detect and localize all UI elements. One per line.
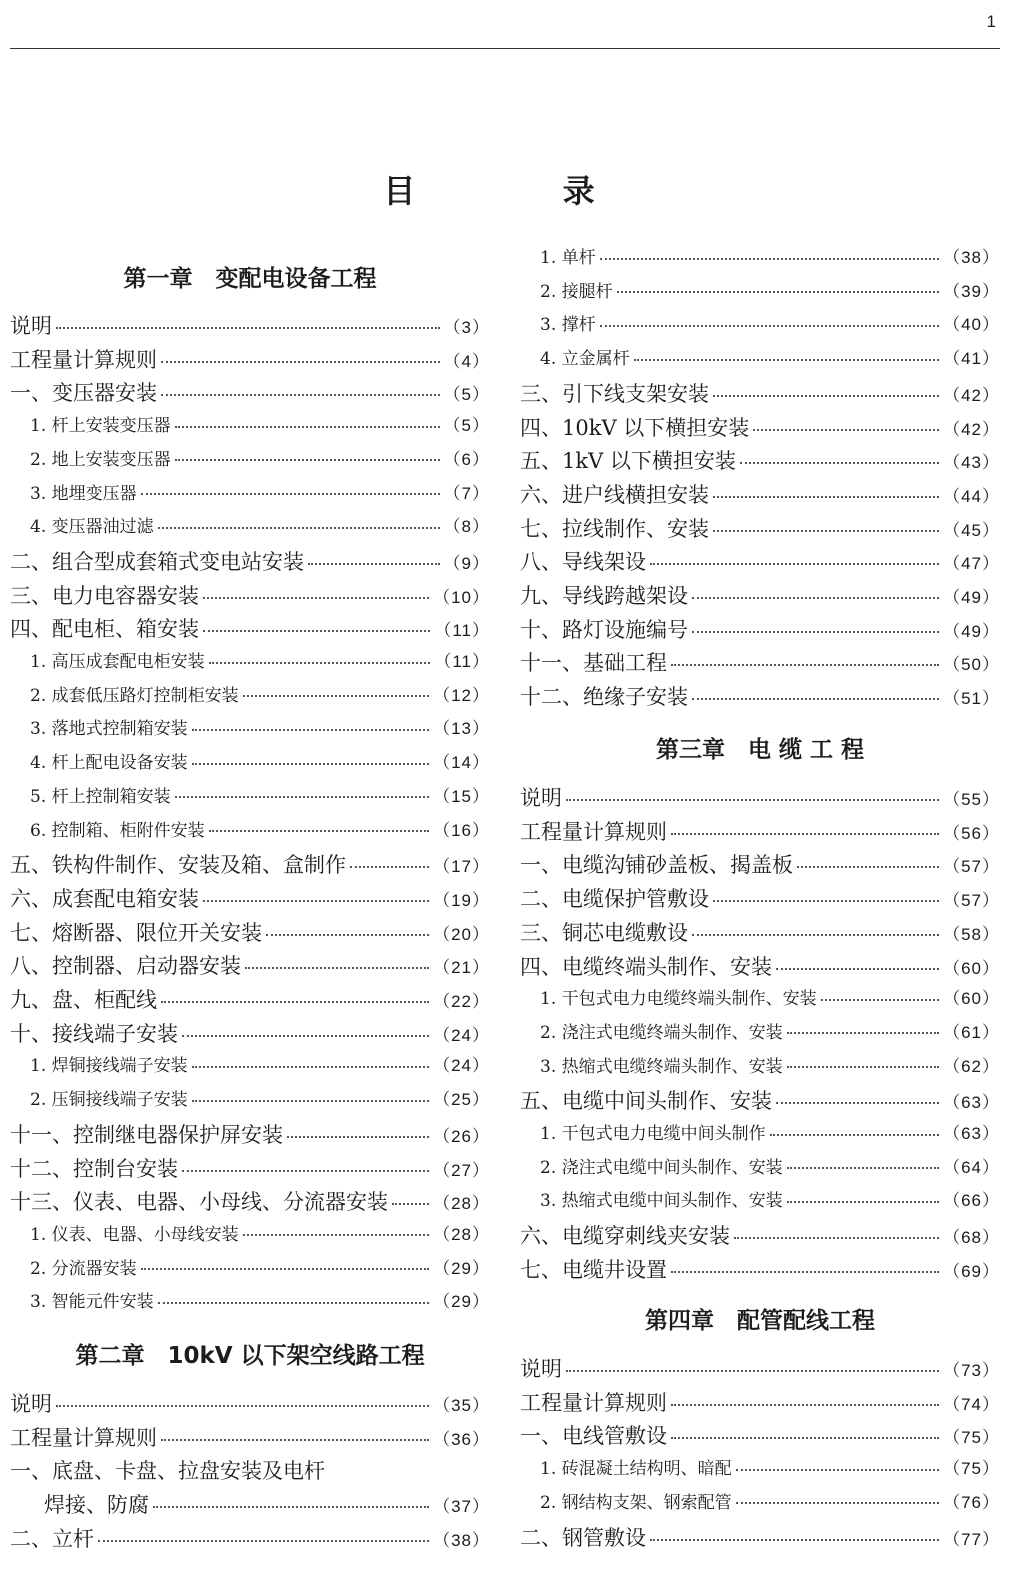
toc-entry-page: （8） [443, 517, 490, 537]
toc-entry[interactable] [520, 647, 1000, 677]
toc-entry-page: （36） [433, 1429, 490, 1449]
toc-entry[interactable] [520, 1254, 1000, 1284]
toc-entry[interactable] [10, 1018, 490, 1048]
toc-entry-label: 1. 砖混凝土结构明、暗配 [540, 1459, 732, 1480]
toc-entry[interactable] [520, 546, 1000, 576]
toc-entry[interactable] [540, 1186, 1000, 1211]
dot-leader [692, 597, 939, 599]
toc-entry-page: （40） [943, 315, 1000, 335]
dot-leader [203, 630, 430, 632]
toc-entry[interactable] [10, 580, 490, 610]
dot-leader [671, 833, 939, 835]
toc-entry-page: （12） [433, 685, 490, 705]
dot-leader [161, 394, 440, 396]
toc-entry[interactable] [10, 1153, 490, 1183]
toc-entry-label: 2. 地上安装变压器 [30, 449, 171, 470]
toc-entry-page: （9） [443, 553, 490, 573]
toc-entry-label: 3. 热缩式电缆中间头制作、安装 [540, 1191, 783, 1212]
dot-leader [770, 1134, 939, 1136]
toc-entry[interactable] [520, 1353, 1000, 1383]
toc-entry-label: 4. 杆上配电设备安装 [30, 753, 188, 774]
toc-entry[interactable] [540, 1488, 1000, 1513]
toc-entry[interactable] [520, 917, 1000, 947]
toc-entry-label: 焊接、防腐 [44, 1493, 149, 1518]
dot-leader [713, 900, 939, 902]
toc-entry-label: 九、导线跨越架设 [520, 584, 688, 608]
toc-entry[interactable] [540, 344, 1000, 369]
toc-entry-page: （28） [433, 1224, 490, 1244]
toc-entry[interactable] [520, 513, 1000, 543]
toc-entry-page: （7） [443, 483, 490, 503]
toc-entry[interactable] [30, 445, 490, 470]
toc-entry-page: （51） [943, 689, 1000, 709]
toc-entry-label: 2. 压铜接线端子安装 [30, 1090, 188, 1111]
toc-entry[interactable] [520, 1387, 1000, 1417]
dot-leader [692, 631, 939, 633]
toc-entry-page: （39） [943, 281, 1000, 301]
toc-entry[interactable] [10, 546, 490, 576]
toc-entry[interactable] [540, 984, 1000, 1009]
toc-entry-label: 工程量计算规则 [10, 347, 157, 372]
toc-entry[interactable] [10, 344, 490, 374]
dot-leader [787, 1167, 939, 1169]
toc-entry-page: （26） [433, 1126, 490, 1146]
toc-entry[interactable] [520, 378, 1000, 408]
dot-leader [161, 361, 440, 363]
toc-entry-label: 四、配电柜、箱安装 [10, 617, 199, 642]
toc-entry[interactable] [520, 849, 1000, 879]
toc-entry-label: 二、钢管敷设 [520, 1525, 646, 1550]
toc-entry[interactable] [520, 782, 1000, 812]
toc-entry-page: （47） [943, 554, 1000, 574]
toc-entry-label: 九、盘、柜配线 [10, 988, 157, 1012]
toc-entry-label: 二、立杆 [10, 1526, 94, 1551]
toc-entry[interactable] [520, 479, 1000, 509]
dot-leader [797, 866, 939, 868]
dot-leader [350, 866, 429, 868]
toc-entry-label: 1. 高压成套配电柜安装 [30, 652, 205, 672]
toc-entry-page: （57） [943, 891, 1000, 911]
toc-entry-label: 十一、基础工程 [520, 651, 667, 676]
toc-entry-label: 说明 [520, 786, 562, 810]
toc-entry-page: （61） [943, 1022, 1000, 1042]
toc-entry-page: （74） [943, 1394, 1000, 1414]
toc-entry[interactable] [30, 714, 490, 739]
toc-entry[interactable] [30, 479, 490, 504]
toc-entry[interactable] [30, 1287, 490, 1312]
toc-entry-page: （56） [943, 823, 1000, 843]
toc-entry[interactable] [540, 1119, 1000, 1144]
toc-entry-page: （38） [943, 248, 1000, 267]
toc-entry-label: 3. 地埋变压器 [30, 483, 137, 504]
toc-entry-page: （24） [433, 1056, 490, 1076]
dot-leader [243, 1234, 429, 1236]
toc-entry[interactable] [520, 1085, 1000, 1115]
toc-entry-page: （14） [433, 753, 490, 773]
dot-leader [182, 1035, 429, 1037]
dot-leader [203, 900, 429, 902]
dot-leader [713, 395, 939, 397]
dot-leader [736, 1502, 939, 1504]
toc-entry[interactable] [520, 1522, 1000, 1552]
dot-leader [287, 1136, 429, 1138]
dot-leader [776, 968, 939, 970]
toc-entry[interactable] [10, 1523, 490, 1553]
toc-entry-page: （75） [943, 1459, 1000, 1479]
dot-leader [192, 763, 429, 765]
dot-leader [776, 1102, 939, 1104]
toc-entry[interactable] [30, 411, 490, 436]
dot-leader [161, 1001, 429, 1003]
toc-entry-label: 2. 成套低压路灯控制柜安装 [30, 685, 239, 706]
toc-entry[interactable] [30, 1254, 490, 1279]
dot-leader [821, 999, 939, 1001]
toc-entry[interactable] [520, 614, 1000, 644]
dot-leader [243, 695, 429, 697]
toc-entry-page: （58） [943, 924, 1000, 944]
dot-leader [266, 934, 429, 936]
dot-leader [713, 530, 939, 532]
toc-entry[interactable] [10, 310, 490, 340]
toc-entry-page: （21） [433, 958, 490, 978]
toc-entry-label: 一、电缆沟铺砂盖板、揭盖板 [520, 853, 793, 878]
toc-entry-page: （37） [433, 1497, 490, 1517]
toc-entry[interactable] [520, 445, 1000, 475]
toc-entry-page: （55） [943, 790, 1000, 809]
dot-leader [753, 429, 939, 431]
toc-entry[interactable] [10, 950, 490, 980]
toc-entry-label: 4. 立金属杆 [540, 349, 630, 370]
dot-leader [787, 1201, 939, 1203]
dot-leader [175, 459, 440, 461]
toc-entry-label: 2. 分流器安装 [30, 1258, 137, 1279]
chapter-heading: 第一章 变配电设备工程 [123, 266, 377, 292]
toc-entry-label: 1. 焊铜接线端子安装 [30, 1056, 188, 1077]
dot-leader [650, 563, 939, 565]
dot-leader [182, 1170, 429, 1172]
toc-entry[interactable] [540, 243, 1000, 268]
toc-entry-label: 八、导线架设 [520, 550, 646, 575]
toc-entry[interactable] [10, 883, 490, 913]
toc-entry-label: 四、10kV 以下横担安装 [520, 415, 750, 440]
toc-entry[interactable] [520, 883, 1000, 913]
dot-leader [671, 1404, 939, 1406]
dot-leader [692, 934, 939, 936]
dot-leader [56, 1405, 429, 1407]
dot-leader [209, 662, 431, 664]
dot-leader [192, 1066, 429, 1068]
toc-entry-page: （60） [943, 989, 1000, 1009]
dot-leader [736, 1469, 939, 1471]
toc-entry[interactable] [540, 277, 1000, 302]
chapter-heading: 第二章 10kV 以下架空线路工程 [75, 1343, 425, 1369]
toc-entry-label: 1. 干包式电力电缆中间头制作 [540, 1124, 766, 1144]
dot-leader [209, 830, 429, 832]
toc-entry-page: （49） [943, 588, 1000, 607]
toc-entry-page: （43） [943, 453, 1000, 473]
toc-entry[interactable] [30, 647, 490, 672]
toc-entry-label[interactable]: 一、底盘、卡盘、拉盘安装及电杆 [10, 1459, 325, 1484]
toc-entry[interactable] [520, 816, 1000, 846]
toc-entry[interactable] [10, 1388, 490, 1418]
toc-entry-label: 2. 浇注式电缆中间头制作、安装 [540, 1157, 783, 1178]
toc-entry[interactable] [30, 681, 490, 706]
toc-entry-label: 六、电缆穿刺线夹安装 [520, 1224, 730, 1249]
page-title: 目 录 [383, 172, 663, 210]
toc-entry[interactable] [30, 512, 490, 537]
dot-leader [650, 1539, 939, 1541]
toc-entry-page: （63） [943, 1093, 1000, 1113]
toc-entry-page: （6） [443, 449, 490, 469]
dot-leader [192, 1100, 429, 1102]
toc-entry-label: 六、进户线横担安装 [520, 482, 709, 507]
toc-entry-page: （42） [943, 419, 1000, 439]
toc-entry[interactable] [10, 1422, 490, 1452]
toc-entry-page: （57） [943, 857, 1000, 877]
toc-entry-label: 七、电缆井设置 [520, 1257, 667, 1282]
toc-entry[interactable] [520, 1420, 1000, 1450]
toc-entry-label: 三、铜芯电缆敷设 [520, 920, 688, 945]
toc-entry[interactable] [10, 984, 490, 1014]
toc-entry-page: （11） [434, 652, 490, 671]
toc-entry-page: （69） [943, 1261, 1000, 1281]
toc-entry-page: （41） [943, 349, 1000, 369]
toc-entry[interactable] [520, 951, 1000, 981]
dot-leader [175, 796, 429, 798]
toc-entry-page: （62） [943, 1056, 1000, 1076]
toc-entry-page: （10） [433, 587, 490, 607]
toc-entry-label: 三、电力电容器安装 [10, 583, 199, 608]
header-rule [10, 48, 1000, 49]
toc-entry-label: 五、电缆中间头制作、安装 [520, 1089, 772, 1114]
toc-entry-page: （44） [943, 486, 1000, 506]
toc-entry-label: 八、控制器、启动器安装 [10, 954, 241, 979]
toc-entry[interactable] [520, 580, 1000, 610]
dot-leader [617, 291, 939, 293]
dot-leader [153, 1506, 429, 1508]
toc-entry-label: 十二、绝缘子安装 [520, 685, 688, 710]
toc-entry[interactable] [10, 849, 490, 879]
toc-entry-page: （42） [943, 385, 1000, 405]
toc-entry-page: （19） [433, 890, 490, 910]
toc-entry-label: 五、铁构件制作、安装及箱、盒制作 [10, 853, 346, 878]
toc-entry-label: 五、1kV 以下横担安装 [520, 449, 736, 474]
toc-entry-page: （13） [433, 719, 490, 739]
toc-entry-label: 十一、控制继电器保护屏安装 [10, 1122, 283, 1147]
toc-entry-page: （38） [433, 1530, 490, 1550]
toc-entry-label: 说明 [10, 1392, 52, 1416]
toc-entry-label: 1. 杆上安装变压器 [30, 416, 171, 437]
toc-entry-label: 1. 单杆 [540, 248, 596, 268]
toc-entry-label: 2. 浇注式电缆终端头制作、安装 [540, 1022, 783, 1043]
dot-leader [141, 1268, 429, 1270]
toc-entry-page: （75） [943, 1428, 1000, 1448]
toc-entry[interactable] [540, 1018, 1000, 1043]
toc-entry-label: 七、拉线制作、安装 [520, 516, 709, 541]
toc-entry-label: 三、引下线支架安装 [520, 381, 709, 406]
dot-leader [671, 1437, 939, 1439]
toc-entry-page: （64） [943, 1157, 1000, 1177]
toc-entry-page: （49） [943, 621, 1000, 641]
dot-leader [671, 664, 939, 666]
toc-entry-page: （63） [943, 1124, 1000, 1143]
toc-entry[interactable] [10, 613, 490, 643]
dot-leader [141, 493, 440, 495]
dot-leader [98, 1540, 429, 1542]
toc-entry-label: 四、电缆终端头制作、安装 [520, 954, 772, 979]
dot-leader [175, 426, 440, 428]
toc-entry-page: （24） [433, 1025, 490, 1045]
dot-leader [192, 729, 429, 731]
dot-leader [787, 1032, 939, 1034]
toc-entry-page: （16） [433, 820, 490, 840]
toc-entry[interactable] [540, 310, 1000, 335]
toc-entry[interactable] [10, 1186, 490, 1216]
toc-entry-label: 一、电线管敷设 [520, 1424, 667, 1449]
toc-entry-page: （5） [443, 416, 490, 436]
toc-entry-page: （3） [443, 318, 490, 337]
toc-entry-page: （68） [943, 1228, 1000, 1248]
toc-entry[interactable] [520, 412, 1000, 442]
toc-entry-label: 说明 [520, 1357, 562, 1381]
toc-entry[interactable] [10, 1119, 490, 1149]
toc-entry-label: 工程量计算规则 [520, 1390, 667, 1415]
toc-entry[interactable] [540, 1052, 1000, 1077]
dot-leader [671, 1271, 939, 1273]
toc-entry-label: 3. 热缩式电缆终端头制作、安装 [540, 1056, 783, 1077]
dot-leader [161, 1439, 429, 1441]
dot-leader [392, 1203, 429, 1205]
toc-entry[interactable] [30, 1085, 490, 1110]
toc-entry-label: 5. 杆上控制箱安装 [30, 786, 171, 807]
toc-entry-label: 3. 智能元件安装 [30, 1292, 154, 1313]
toc-entry-label: 2. 接腿杆 [540, 281, 613, 302]
page-number: 1 [986, 12, 996, 31]
toc-entry-label: 1. 仪表、电器、小母线安装 [30, 1224, 239, 1245]
toc-entry[interactable] [44, 1489, 490, 1519]
dot-leader [203, 597, 429, 599]
dot-leader [158, 1302, 429, 1304]
toc-entry-label: 6. 控制箱、柜附件安装 [30, 820, 205, 841]
dot-leader [566, 1370, 939, 1372]
toc-entry-page: （60） [943, 958, 1000, 978]
toc-entry-label: 十二、控制台安装 [10, 1156, 178, 1181]
toc-entry-page: （11） [434, 621, 490, 641]
dot-leader [600, 258, 939, 260]
toc-entry-page: （50） [943, 655, 1000, 675]
toc-entry-page: （77） [943, 1529, 1000, 1549]
dot-leader [158, 527, 440, 529]
toc-entry[interactable] [520, 1220, 1000, 1250]
toc-entry-label: 二、组合型成套箱式变电站安装 [10, 549, 304, 574]
toc-entry-page: （29） [433, 1258, 490, 1278]
dot-leader [245, 967, 429, 969]
toc-entry-label: 4. 变压器油过滤 [30, 517, 154, 538]
toc-entry-page: （15） [433, 786, 490, 806]
toc-entry-page: （76） [943, 1492, 1000, 1512]
toc-entry-page: （29） [433, 1292, 490, 1312]
dot-leader [566, 799, 939, 801]
toc-entry[interactable] [520, 681, 1000, 711]
toc-entry[interactable] [30, 816, 490, 841]
toc-entry-page: （22） [433, 992, 490, 1011]
toc-entry[interactable] [10, 917, 490, 947]
toc-entry-page: （73） [943, 1361, 1000, 1380]
toc-entry-label: 十三、仪表、电器、小母线、分流器安装 [10, 1190, 388, 1215]
toc-entry-page: （5） [443, 385, 490, 405]
toc-entry-label: 2. 钢结构支架、钢索配管 [540, 1492, 732, 1513]
toc-entry[interactable] [10, 377, 490, 407]
toc-entry[interactable] [30, 782, 490, 807]
toc-entry-label: 工程量计算规则 [10, 1425, 157, 1450]
toc-entry-label: 一、变压器安装 [10, 381, 157, 406]
dot-leader [634, 359, 939, 361]
dot-leader [692, 698, 939, 700]
toc-entry-page: （25） [433, 1090, 490, 1110]
toc-entry-label: 工程量计算规则 [520, 819, 667, 844]
toc-entry[interactable] [30, 748, 490, 773]
dot-leader [600, 325, 939, 327]
toc-entry-label: 说明 [10, 314, 52, 338]
toc-entry[interactable] [30, 1220, 490, 1245]
toc-entry-label: 七、熔断器、限位开关安装 [10, 920, 262, 945]
chapter-heading: 第三章 电 缆 工 程 [656, 737, 865, 763]
toc-entry-label: 十、接线端子安装 [10, 1021, 178, 1046]
dot-leader [56, 327, 440, 329]
toc-entry-label: 二、电缆保护管敷设 [520, 887, 709, 912]
toc-entry-page: （27） [433, 1160, 490, 1180]
toc-entry[interactable] [540, 1454, 1000, 1479]
dot-leader [787, 1066, 939, 1068]
toc-entry-page: （4） [443, 351, 490, 371]
toc-entry[interactable] [30, 1051, 490, 1076]
dot-leader [713, 496, 939, 498]
toc-entry[interactable] [540, 1153, 1000, 1178]
toc-entry-label: 1. 干包式电力电缆终端头制作、安装 [540, 989, 817, 1010]
toc-entry-page: （28） [433, 1194, 490, 1214]
toc-entry-page: （35） [433, 1396, 490, 1415]
toc-entry-label: 十、路灯设施编号 [520, 617, 688, 642]
toc-entry-label: 3. 落地式控制箱安装 [30, 719, 188, 740]
toc-entry-page: （17） [433, 857, 490, 877]
toc-entry-label: 3. 撑杆 [540, 315, 596, 336]
toc-entry-page: （20） [433, 924, 490, 944]
dot-leader [308, 563, 440, 565]
dot-leader [740, 462, 939, 464]
dot-leader [734, 1237, 939, 1239]
toc-entry-label: 六、成套配电箱安装 [10, 886, 199, 911]
chapter-heading: 第四章 配管配线工程 [645, 1308, 875, 1334]
toc-entry-page: （45） [943, 520, 1000, 540]
toc-entry-page: （66） [943, 1191, 1000, 1211]
